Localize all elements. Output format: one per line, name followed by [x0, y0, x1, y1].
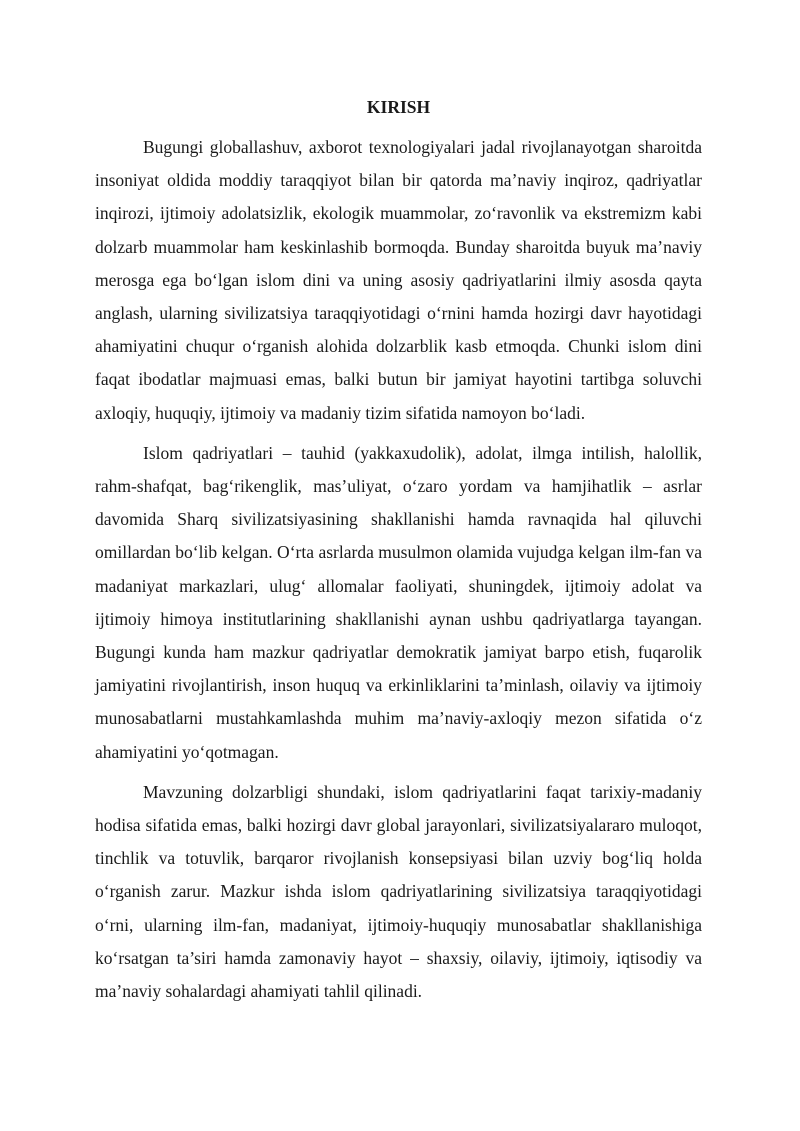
paragraph-1: Bugungi globallashuv, axborot texnologiyalari jadal rivojlanayotgan sharoitda insoniyat oldida moddiy taraqqiyot bilan bir qatorda ma’naviy inqiroz, qadriyatlar inqirozi, ijtimoiy adolatsizlik, ekologik muammolar, zo‘ravonlik va ekstremizm kabi dolzarb muammolar ham keskinlashib bormoqda. Bunday sharoitda buyuk ma’naviy merosga ega bo‘lgan islom dini va uning asosiy qadriyatlarini ilmiy asosda qayta anglash, ularning sivilizatsiya taraqqiyotidagi o‘rnini hamda hozirgi davr hayotidagi ahamiyatini chuqur o‘rganish alohida dolzarblik kasb etmoqda. Chunki islom dini faqat ibodatlar majmuasi emas, balki butun bir jamiyat hayotini tartibga soluvchi axloqiy, huquqiy, ijtimoiy va madaniy tizim sifatida namoyon bo‘ladi.: [95, 137, 702, 423]
section-title: KIRISH: [366, 97, 431, 117]
document-body: [95, 95, 702, 1015]
paragraph-2: Islom qadriyatlari – tauhid (yakkaxudolik), adolat, ilmga intilish, halollik, rahm-shafqat, bag‘rikenglik, mas’uliyat, o‘zaro yordam va hamjihatlik – asrlar davomida Sharq sivilizatsiyasining shakllanishi hamda ravnaqida hal qiluvchi omillardan bo‘lib kelgan. O‘rta asrlarda musulmon olamida vujudga kelgan ilm-fan va madaniyat markazlari, ulug‘ allomalar faoliyati, shuningdek, ijtimoiy adolat va ijtimoiy himoya institutlarining shakllanishi aynan ushbu qadriyatlarga tayangan. Bugungi kunda ham mazkur qadriyatlar demokratik jamiyat barpo etish, fuqarolik jamiyatini rivojlantirish, inson huquq va erkinliklarini ta’minlash, oilaviy va ijtimoiy munosabatlarni mustahkamlashda muhim ma’naviy-axloqiy mezon sifatida o‘z ahamiyatini yo‘qotmagan.: [95, 442, 702, 762]
paragraph-3: Mavzuning dolzarbligi shundaki, islom qadriyatlarini faqat tarixiy-madaniy hodisa sifatida emas, balki hozirgi davr global jarayonlari, sivilizatsiyalararo muloqot, tinchlik va totuvlik, barqaror rivojlanish konsepsiyasi bilan uzviy bog‘liq holda o‘rganish zarur. Mazkur ishda islom qadriyatlarining sivilizatsiya taraqqiyotidagi o‘rni, ularning ilm-fan, madaniyat, ijtimoiy-huquqiy munosabatlar shakllanishiga ko‘rsatgan ta’siri hamda zamonaviy hayot – shaxsiy, oilaviy, ijtimoiy, iqtisodiy va ma’naviy sohalardagi ahamiyati tahlil qilinadi.: [95, 781, 702, 1002]
